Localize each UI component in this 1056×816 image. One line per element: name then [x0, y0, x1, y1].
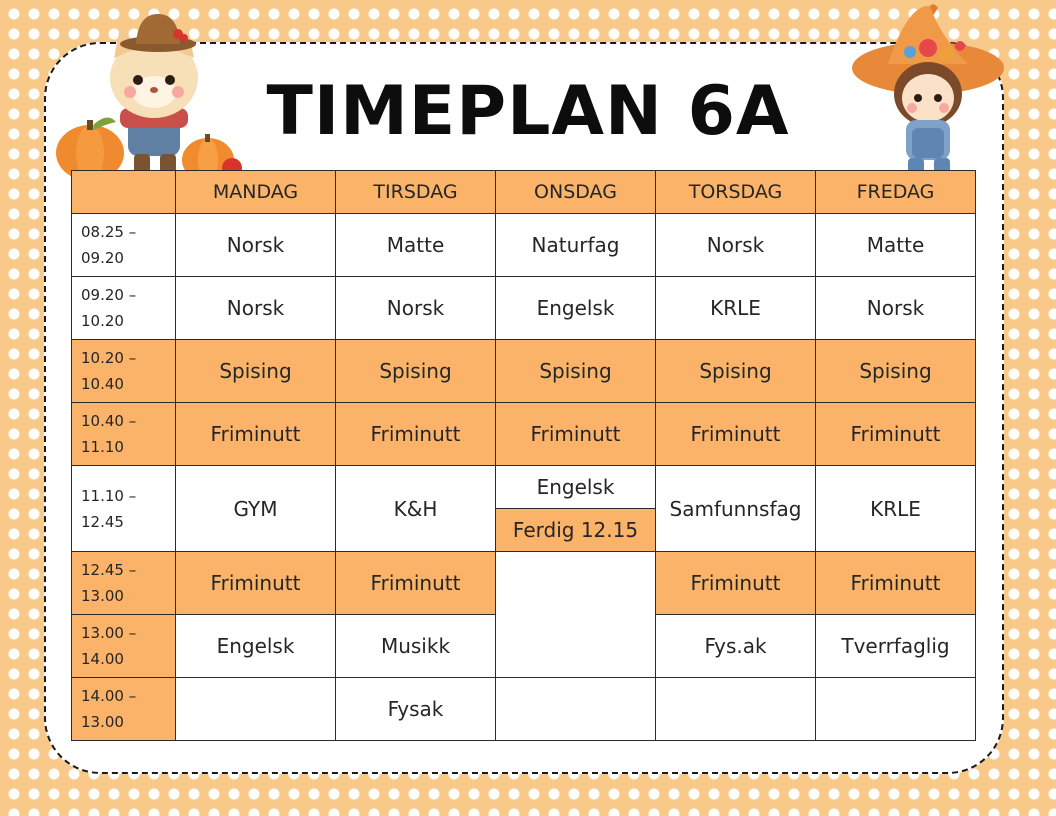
lesson-cell: Spising	[176, 340, 336, 403]
lesson-cell: Spising	[656, 340, 816, 403]
lesson-cell: Norsk	[176, 277, 336, 340]
page-title: TIMEPLAN 6A	[266, 72, 790, 151]
lesson-cell: K&H	[336, 466, 496, 552]
time-end: 11.10	[81, 438, 124, 456]
time-cell	[72, 466, 176, 552]
lesson-cell: Spising	[336, 340, 496, 403]
day-header-thursday: TORSDAG	[656, 171, 816, 214]
lesson-cell: Samfunnsfag	[656, 466, 816, 552]
lesson-cell: Engelsk	[176, 615, 336, 678]
lesson-cell: Norsk	[656, 214, 816, 277]
time-cell	[72, 214, 176, 277]
time-end: 13.00	[81, 587, 124, 605]
lesson-cell: Engelsk	[496, 277, 656, 340]
lesson-cell: Friminutt	[656, 552, 816, 615]
time-cell	[72, 340, 176, 403]
time-end: 09.20	[81, 249, 124, 267]
time-end: 14.00	[81, 650, 124, 668]
table-row	[72, 214, 976, 277]
lesson-cell: Friminutt	[176, 403, 336, 466]
lesson-cell: Naturfag	[496, 214, 656, 277]
lesson-cell	[816, 678, 976, 741]
lesson-cell: Spising	[496, 340, 656, 403]
time-cell	[72, 403, 176, 466]
lesson-cell	[656, 678, 816, 741]
lesson-cell: Tverrfaglig	[816, 615, 976, 678]
lesson-cell: Fys.ak	[656, 615, 816, 678]
lesson-cell: GYM	[176, 466, 336, 552]
time-end: 10.20	[81, 312, 124, 330]
lesson-cell: Friminutt	[816, 403, 976, 466]
header-row	[72, 171, 976, 214]
lesson-cell: Musikk	[336, 615, 496, 678]
time-cell	[72, 678, 176, 741]
lesson-cell: Norsk	[176, 214, 336, 277]
lesson-cell: KRLE	[656, 277, 816, 340]
time-end: 10.40	[81, 375, 124, 393]
time-cell	[72, 552, 176, 615]
lesson-cell: Friminutt	[336, 403, 496, 466]
table-row	[72, 403, 976, 466]
table-row	[72, 552, 976, 615]
table-row	[72, 277, 976, 340]
day-header-monday: MANDAG	[176, 171, 336, 214]
time-start: 13.00 –	[81, 624, 137, 642]
time-end: 12.45	[81, 512, 124, 531]
time-start: 08.25 –	[81, 223, 137, 241]
time-start: 11.10 –	[81, 486, 137, 505]
table-row	[72, 678, 976, 741]
time-cell	[72, 615, 176, 678]
lesson-cell: Friminutt	[176, 552, 336, 615]
lesson-cell: Matte	[816, 214, 976, 277]
time-start: 09.20 –	[81, 286, 137, 304]
lesson-cell: Norsk	[336, 277, 496, 340]
empty-cell	[496, 552, 656, 678]
lesson-cell	[496, 678, 656, 741]
lesson-cell: Engelsk	[496, 466, 656, 509]
lesson-cell: Friminutt	[496, 403, 656, 466]
girl-scarecrow-icon	[848, 2, 1008, 188]
corner-cell	[72, 171, 176, 214]
lesson-cell: Norsk	[816, 277, 976, 340]
lesson-cell: KRLE	[816, 466, 976, 552]
lesson-cell: Friminutt	[336, 552, 496, 615]
schedule-table	[71, 170, 976, 741]
time-end: 13.00	[81, 713, 124, 731]
lesson-cell: Spising	[816, 340, 976, 403]
time-cell	[72, 277, 176, 340]
time-start: 12.45 –	[81, 561, 137, 579]
day-header-friday: FREDAG	[816, 171, 976, 214]
lesson-cell: Friminutt	[656, 403, 816, 466]
lesson-cell: Fysak	[336, 678, 496, 741]
table-row	[72, 466, 976, 509]
time-start: 10.20 –	[81, 349, 137, 367]
day-header-tuesday: TIRSDAG	[336, 171, 496, 214]
time-start: 14.00 –	[81, 687, 137, 705]
table-row	[72, 340, 976, 403]
lesson-cell: Matte	[336, 214, 496, 277]
wednesday-note: Ferdig 12.15	[496, 509, 656, 552]
lesson-cell	[176, 678, 336, 741]
cat-scarecrow-icon	[50, 8, 250, 190]
day-header-wednesday: ONSDAG	[496, 171, 656, 214]
lesson-cell: Friminutt	[816, 552, 976, 615]
time-start: 10.40 –	[81, 412, 137, 430]
